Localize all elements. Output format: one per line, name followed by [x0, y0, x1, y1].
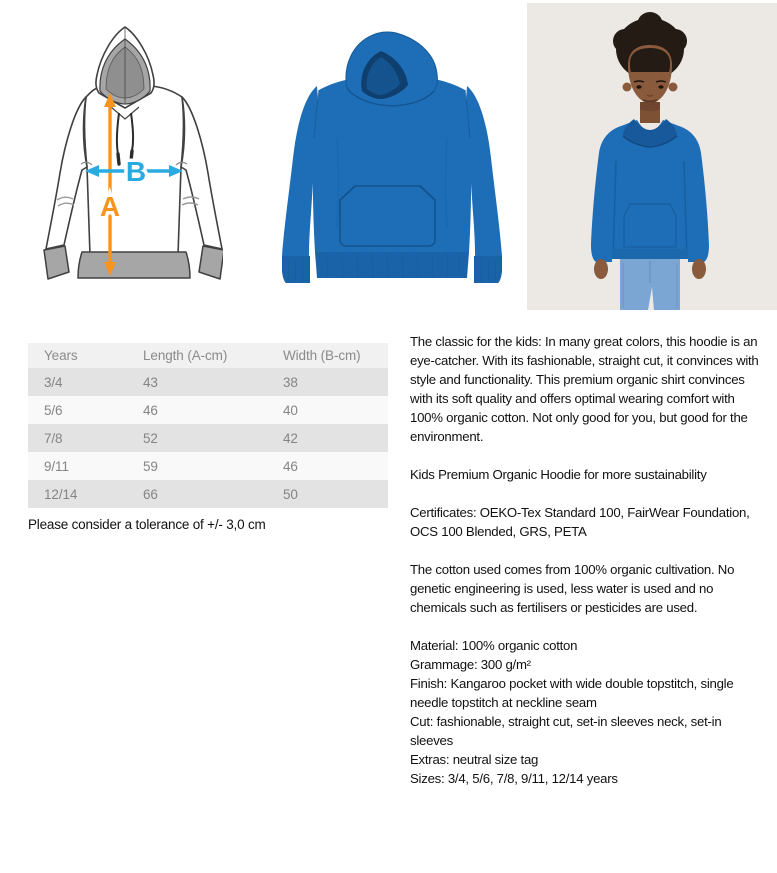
- table-row: [28, 368, 388, 396]
- col-header-width: Width (B-cm): [267, 343, 388, 368]
- cell-length: 52: [127, 424, 267, 452]
- table-row: [28, 424, 388, 452]
- cell-width: 50: [267, 480, 388, 508]
- spec-sizes: Sizes: 3/4, 5/6, 7/8, 9/11, 12/14 years: [410, 771, 618, 786]
- spec-finish: Finish: Kangaroo pocket with wide double topstitch, single needle topstitch at neckline seam: [410, 676, 734, 710]
- cell-years: 3/4: [28, 368, 127, 396]
- table-header-row: [28, 343, 388, 368]
- cotton-paragraph: The cotton used comes from 100% organic cultivation. No genetic engineering is used, less water is used and no chemicals such as fertilisers or pesticides are used.: [410, 562, 735, 615]
- label-b: B: [125, 156, 147, 187]
- cell-length: 66: [127, 480, 267, 508]
- cell-years: 9/11: [28, 452, 127, 480]
- cell-width: 42: [267, 424, 388, 452]
- table-row: [28, 452, 388, 480]
- kid-wearing-hoodie-icon: [527, 3, 777, 310]
- tolerance-note: Please consider a tolerance of +/- 3,0 cm: [28, 517, 266, 532]
- table-row: [28, 480, 388, 508]
- hoodie-measurement-diagram-icon: [33, 23, 223, 295]
- description-paragraph: The classic for the kids: In many great colors, this hoodie is an eye-catcher. With its fashionable, straight cut, it convinces with style and functionality. This premium organic shirt convinces with its soft quality and offers optimal wearing comfort with 100% organic cotton. Not only good for you, but good for the environment.: [410, 334, 759, 444]
- spec-list: [410, 636, 766, 788]
- spec-grammage: Grammage: 300 g/m²: [410, 657, 531, 672]
- col-header-years: Years: [28, 343, 127, 368]
- spec-cut: Cut: fashionable, straight cut, set-in sleeves neck, set-in sleeves: [410, 714, 722, 748]
- spec-material: Material: 100% organic cotton: [410, 638, 578, 653]
- cell-years: 7/8: [28, 424, 127, 452]
- cell-length: 43: [127, 368, 267, 396]
- col-header-length: Length (A-cm): [127, 343, 267, 368]
- product-description: [410, 332, 766, 788]
- size-table-section: [28, 343, 388, 532]
- cell-width: 40: [267, 396, 388, 424]
- cell-years: 5/6: [28, 396, 127, 424]
- description-subtitle: Kids Premium Organic Hoodie for more sustainability: [410, 467, 707, 482]
- size-diagram-image[interactable]: [33, 23, 223, 295]
- table-row: [28, 396, 388, 424]
- model-photo[interactable]: [527, 3, 777, 310]
- size-table: [28, 343, 388, 508]
- cell-length: 59: [127, 452, 267, 480]
- label-a: A: [99, 191, 121, 222]
- cell-years: 12/14: [28, 480, 127, 508]
- cell-width: 38: [267, 368, 388, 396]
- cell-width: 46: [267, 452, 388, 480]
- cell-length: 46: [127, 396, 267, 424]
- spec-extras: Extras: neutral size tag: [410, 752, 539, 767]
- certificates-paragraph: Certificates: OEKO-Tex Standard 100, FairWear Foundation, OCS 100 Blended, GRS, PETA: [410, 505, 750, 539]
- product-photo[interactable]: [277, 28, 507, 283]
- blue-hoodie-front-icon: [277, 28, 507, 283]
